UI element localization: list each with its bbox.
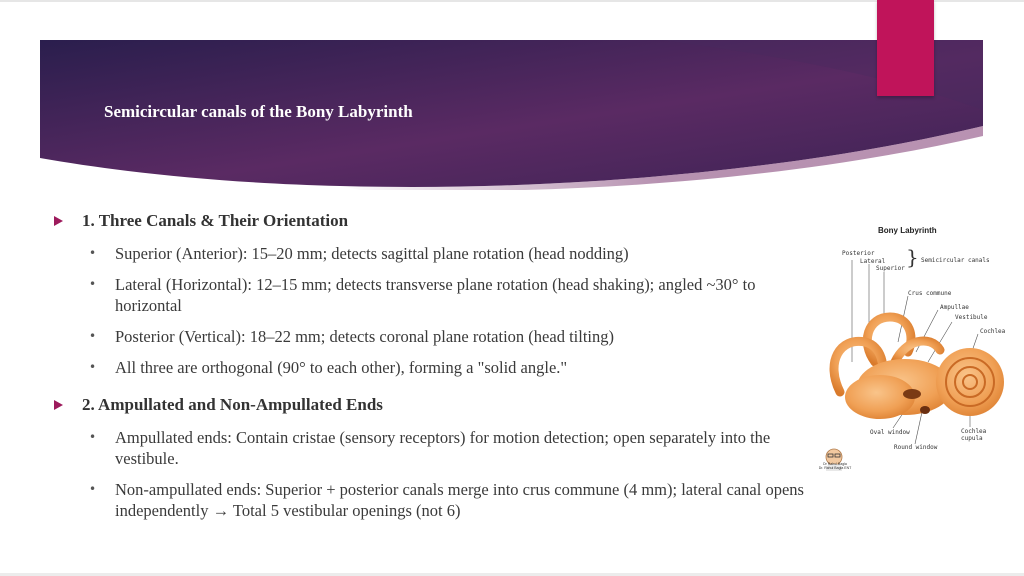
label-round-window: Round window <box>894 444 938 451</box>
label-cochlea-cupula: Cochlea cupula <box>961 428 987 442</box>
label-semicircular-canals: Semicircular canals <box>921 257 990 264</box>
list-item <box>52 243 812 264</box>
bullet-dot-icon: • <box>89 482 97 496</box>
bony-labyrinth-figure <box>820 222 1016 477</box>
list-item <box>52 357 812 378</box>
label-crus-commune: Crus commune <box>908 290 952 297</box>
label-posterior: Posterior <box>842 250 875 257</box>
bullet-text: Ampullated ends: Contain cristae (sensory receptors) for motion detection; open separately into the vestibule. <box>115 428 771 468</box>
bullet-text: Posterior (Vertical): 18–22 mm; detects coronal plane rotation (head tilting) <box>115 327 614 346</box>
list-item <box>52 479 812 521</box>
section-heading-text: 1. Three Canals & Their Orientation <box>82 211 349 230</box>
section-heading-ends <box>52 392 812 418</box>
label-superior: Superior <box>876 265 905 272</box>
bullet-dot-icon: • <box>89 360 97 374</box>
author-avatar-icon <box>820 441 848 477</box>
content-area <box>52 208 812 521</box>
bullet-text: Superior (Anterior): 15–20 mm; detects sagittal plane rotation (head nodding) <box>115 244 629 263</box>
author-credit: Dr Rahul Bagla Dr. Rahul Bagla ENT <box>818 462 852 470</box>
list-item <box>52 326 812 347</box>
brace-icon: } <box>906 245 919 269</box>
list-item <box>52 427 812 469</box>
label-lateral: Lateral <box>860 258 886 265</box>
section-heading-text: 2. Ampullated and Non-Ampullated Ends <box>82 395 383 414</box>
top-border <box>0 0 1024 2</box>
bullet-dot-icon: • <box>89 277 97 291</box>
bullet-dot-icon: • <box>89 430 97 444</box>
bullet-list-orientation <box>52 243 812 378</box>
bullet-text: Non-ampullated ends: Superior + posterior canals merge into crus commune (4 mm); lateral canal opens independently → Total 5 vestibular openings (not 6) <box>115 480 804 520</box>
section-heading-orientation <box>52 208 812 234</box>
list-item <box>52 274 812 316</box>
bullet-dot-icon: • <box>89 246 97 260</box>
accent-tab <box>877 0 934 96</box>
label-cochlea: Cochlea <box>980 328 1006 335</box>
figure-title: Bony Labyrinth <box>878 226 937 235</box>
bullet-text: Lateral (Horizontal): 12–15 mm; detects transverse plane rotation (head shaking); angled ~30° to horizontal <box>115 275 756 315</box>
triangle-bullet-icon <box>54 400 63 410</box>
label-oval-window: Oval window <box>870 429 910 436</box>
label-ampullae: Ampullae <box>940 304 969 311</box>
bullet-dot-icon: • <box>89 329 97 343</box>
slide-title: Semicircular canals of the Bony Labyrinth <box>104 102 413 121</box>
bullet-text: All three are orthogonal (90° to each other), forming a "solid angle." <box>115 358 568 377</box>
bullet-list-ends <box>52 427 812 521</box>
label-vestibule: Vestibule <box>955 314 988 321</box>
triangle-bullet-icon <box>54 216 63 226</box>
